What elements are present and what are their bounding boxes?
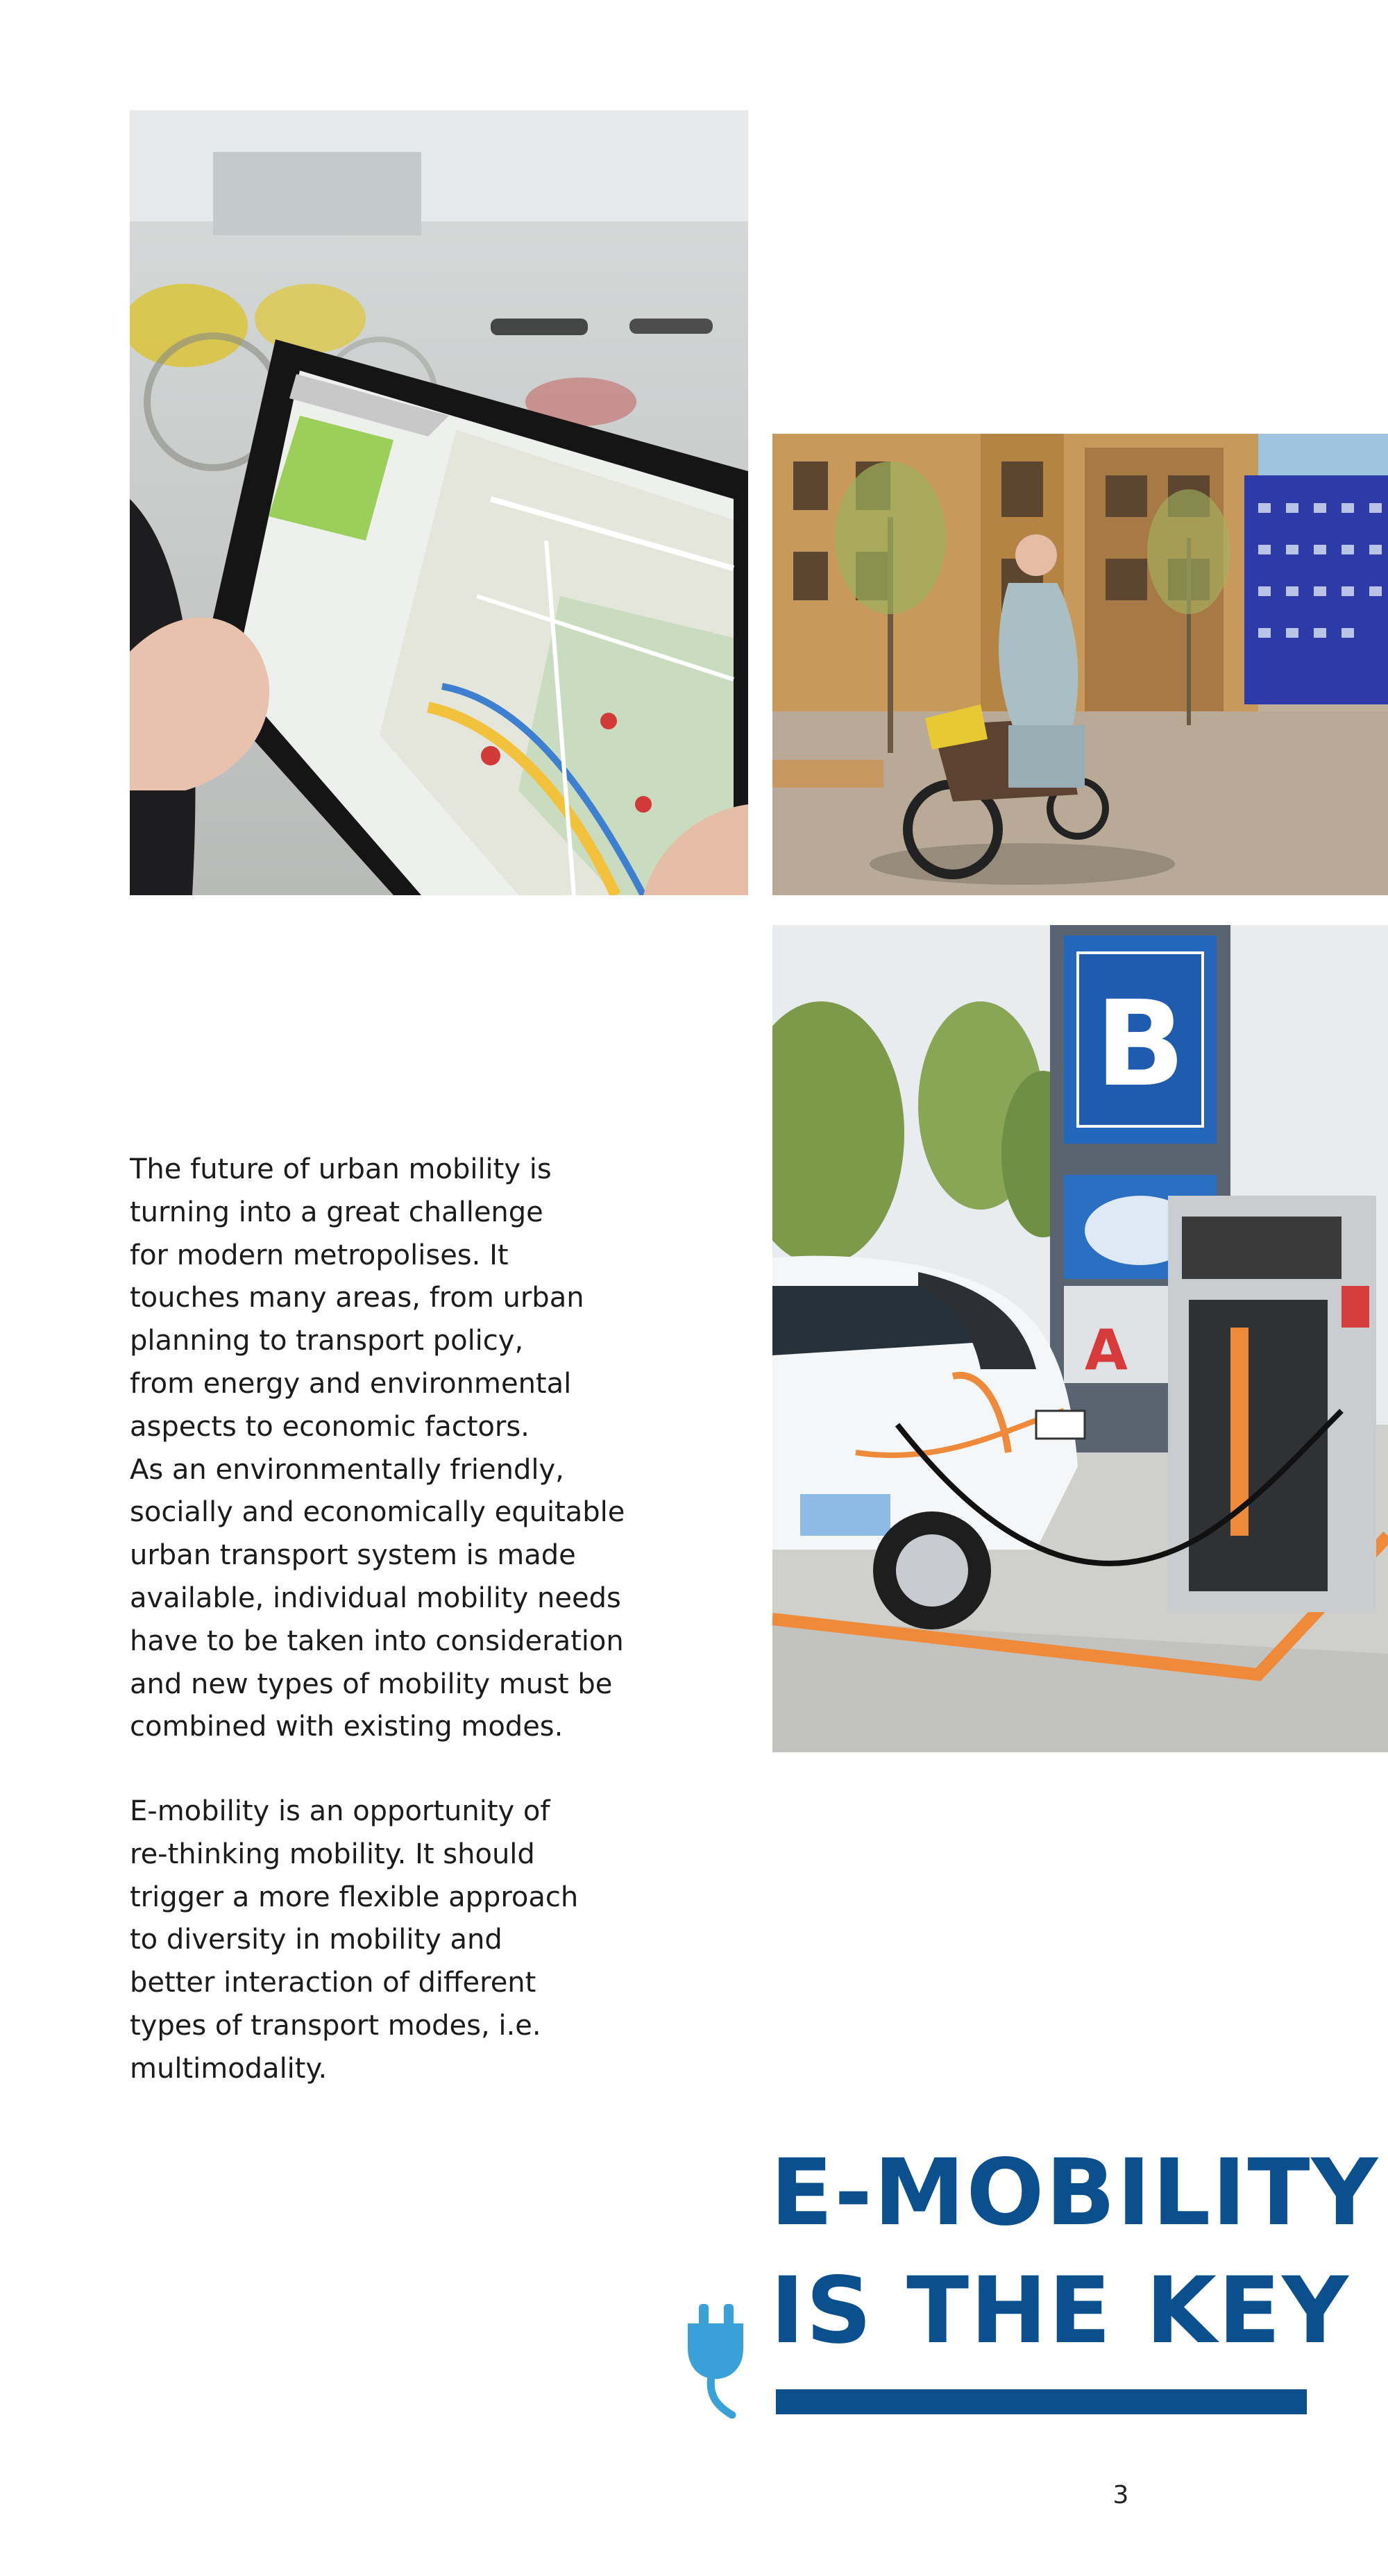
- photo-ev-charging: [772, 925, 1388, 1752]
- intro-paragraph: The future of urban mobility is turning into a great challenge for modern metropolises. It touches many areas, from urban planning to transport policy, from energy and environmental aspects to economic factors. As an environmentally friendly, socially and economically equitable urban transport system is made available, individual mobility needs have to be taken into consideration and new types of mobility must be combined with existing modes.: [130, 1153, 625, 1743]
- ev-charging-illustration: [772, 925, 1388, 1752]
- page-number: 3: [1112, 2481, 1129, 2509]
- svg-text:B: B: [1095, 976, 1185, 1113]
- heading-line-1: E-MOBILITY: [770, 2139, 1380, 2246]
- heading-line-2: IS THE KEY: [770, 2257, 1350, 2364]
- heading-underline: [776, 2389, 1307, 2414]
- photo-tablet-map: [130, 110, 748, 895]
- plug-icon: [684, 2304, 747, 2418]
- emobility-paragraph: E-mobility is an opportunity of re-thinking mobility. It should trigger a more flexible approach to diversity in mobility and better interaction of different types of transport modes, i.e. multimodality.: [130, 1795, 579, 2085]
- svg-text:A: A: [1085, 1318, 1128, 1382]
- cargo-bike-illustration: [772, 434, 1388, 895]
- tablet-illustration: [130, 110, 748, 895]
- photo-cargo-bike: [772, 434, 1388, 895]
